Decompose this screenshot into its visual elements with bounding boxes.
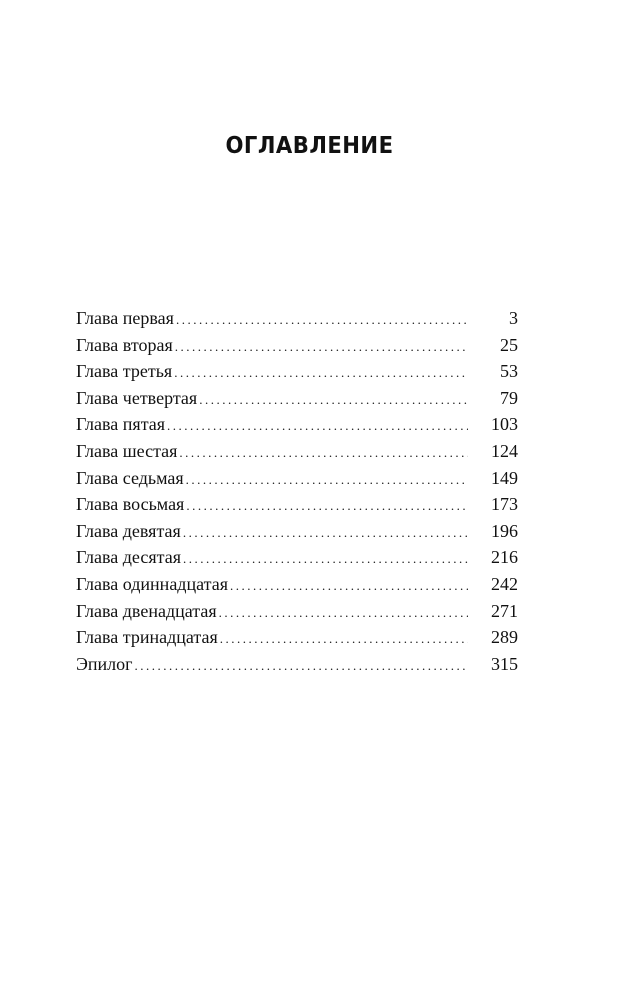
- toc-entry-7[interactable]: [76, 465, 518, 492]
- toc-entry-2[interactable]: [76, 332, 518, 359]
- dot-leader: [183, 546, 468, 573]
- toc-entry-6[interactable]: [76, 438, 518, 465]
- toc-entry-4[interactable]: [76, 385, 518, 412]
- toc-entry-page-number: 315: [491, 653, 518, 674]
- toc-entry-14[interactable]: [76, 651, 518, 678]
- dot-leader: [179, 440, 468, 467]
- toc-entry-page-number: 25: [500, 334, 518, 355]
- dot-leader: [230, 573, 468, 600]
- toc-entry-10[interactable]: [76, 544, 518, 571]
- toc-entry-page-number: 271: [491, 600, 518, 621]
- dot-leader: [220, 626, 468, 653]
- dot-leader: [199, 387, 468, 414]
- toc-entry-page-number: 124: [491, 440, 518, 461]
- toc-entry-page-number: 149: [491, 467, 518, 488]
- toc-entry-8[interactable]: [76, 491, 518, 518]
- dot-leader: [135, 653, 468, 680]
- toc-entry-title: Глава восьмая: [76, 494, 185, 515]
- dot-leader: [175, 334, 468, 361]
- toc-entry-title: Эпилог: [76, 653, 133, 674]
- toc-entry-page-number: 196: [491, 520, 518, 541]
- toc-entry-title: Глава первая: [76, 308, 174, 328]
- toc-entry-title: Глава одиннадцатая: [76, 573, 228, 594]
- toc-entry-page-number: 53: [500, 361, 518, 382]
- toc-entry-11[interactable]: [76, 571, 518, 598]
- toc-entry-1[interactable]: [76, 305, 518, 332]
- toc-entry-title: Глава вторая: [76, 334, 173, 355]
- toc-entry-title: Глава десятая: [76, 547, 181, 568]
- toc-entry-title: Глава седьмая: [76, 467, 184, 488]
- toc-entry-title: Глава шестая: [76, 440, 178, 461]
- toc-entry-page-number: 3: [509, 308, 518, 328]
- dot-leader: [167, 413, 468, 440]
- toc-entry-page-number: 173: [491, 494, 518, 515]
- page-title: ОГЛАВЛЕНИЕ: [225, 133, 394, 160]
- toc-entry-page-number: 216: [491, 547, 518, 568]
- toc-entry-9[interactable]: [76, 518, 518, 545]
- toc-entry-title: Глава девятая: [76, 520, 181, 541]
- toc-entry-5[interactable]: [76, 411, 518, 438]
- dot-leader: [183, 520, 468, 547]
- toc-entry-title: Глава двенадцатая: [76, 600, 217, 621]
- toc-entry-title: Глава пятая: [76, 414, 166, 435]
- toc-entry-page-number: 289: [491, 627, 518, 648]
- toc-entry-page-number: 242: [491, 573, 518, 594]
- toc-entry-13[interactable]: [76, 624, 518, 651]
- toc-entry-3[interactable]: [76, 358, 518, 385]
- toc-entry-page-number: 79: [500, 387, 518, 408]
- toc-entry-title: Глава третья: [76, 361, 173, 382]
- dot-leader: [186, 467, 468, 494]
- toc-entry-page-number: 103: [491, 414, 518, 435]
- toc-entry-title: Глава тринадцатая: [76, 627, 218, 648]
- dot-leader: [186, 493, 468, 520]
- toc-entry-title: Глава четвертая: [76, 387, 198, 408]
- table-of-contents: [76, 305, 518, 677]
- dot-leader: [219, 600, 468, 627]
- dot-leader: [174, 360, 468, 387]
- toc-entry-12[interactable]: [76, 598, 518, 625]
- dot-leader: [176, 307, 468, 334]
